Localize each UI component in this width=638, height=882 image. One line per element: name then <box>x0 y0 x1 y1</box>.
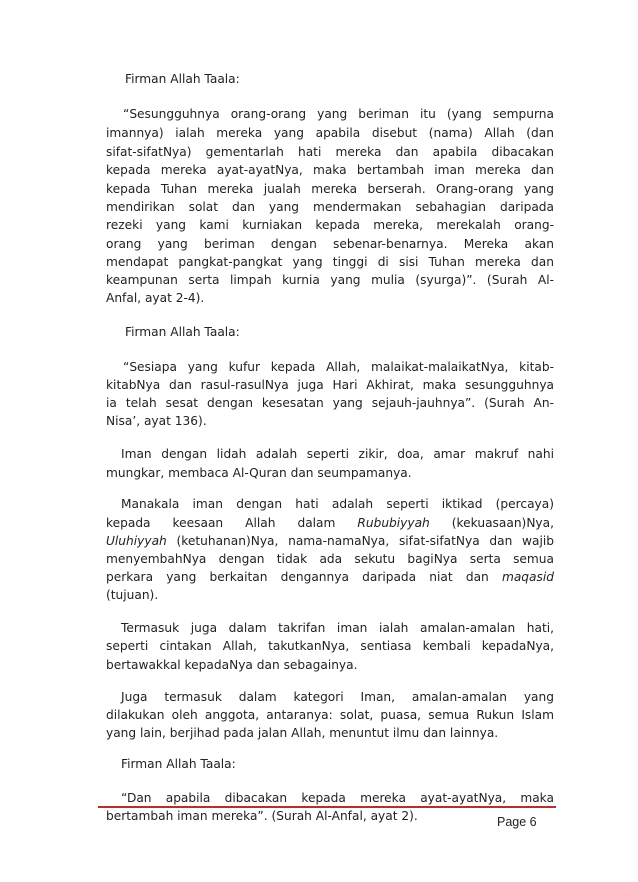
para-hati-line-3 <box>106 533 554 551</box>
verse1-line-2: imannya) ialah mereka yang apabila disebut (nama) Allah (dan <box>106 126 554 140</box>
verse2-line-1: “Sesiapa yang kufur kepada Allah, malaikat-malaikatNya, kitab- <box>123 360 554 374</box>
para-lidah-line-2: mungkar, membaca Al-Quran dan seumpamanya. <box>106 466 412 480</box>
verse1-line-4: kepada mereka ayat-ayatNya, maka bertambah iman mereka dan <box>106 163 554 177</box>
verse1-line-5: kepada Tuhan mereka jualah mereka berserah. Orang-orang yang <box>106 182 554 196</box>
verse1-line-9: mendapat pangkat-pangkat yang tinggi di sisi Tuhan mereka dan <box>106 255 554 269</box>
footer-rule <box>98 806 556 808</box>
para-hati-text: perkara yang berkaitan dengannya daripada niat dan <box>106 570 502 584</box>
para-hati-text: (kekuasaan)Nya, <box>429 516 554 530</box>
para-hati-line-6: (tujuan). <box>106 588 159 602</box>
para-hati-line-1: Manakala iman dengan hati adalah seperti iktikad (percaya) <box>121 497 554 511</box>
verse1-line-8: orang yang beriman dengan sebenar-benarnya. Mereka akan <box>106 237 554 251</box>
para-anggota-line-3: yang lain, berjihad pada jalan Allah, menuntut ilmu dan lainnya. <box>106 726 499 740</box>
para-takrifan-line-3: bertawakkal kepadaNya dan sebagainya. <box>106 658 358 672</box>
para-anggota-line-2: dilakukan oleh anggota, antaranya: solat, puasa, semua Rukun Islam <box>106 708 554 722</box>
term-uluhiyyah: Uluhiyyah <box>106 534 167 548</box>
term-maqasid: maqasid <box>501 570 554 584</box>
verse2-line-3: ia telah sesat dengan kesesatan yang sejauh-jauhnya”. (Surah An- <box>106 396 554 410</box>
verse1-line-10: keampunan serta limpah kurnia yang mulia (syurga)”. (Surah Al- <box>106 273 554 287</box>
firman-heading-3: Firman Allah Taala: <box>121 757 236 771</box>
verse1-line-3: sifat-sifatNya) gementarlah hati mereka dan apabila dibacakan <box>106 145 554 159</box>
verse3-line-2: bertambah iman mereka”. (Surah Al-Anfal, ayat 2). <box>106 809 418 823</box>
para-anggota-line-1: Juga termasuk dalam kategori Iman, amalan-amalan yang <box>121 690 554 704</box>
verse1-line-11: Anfal, ayat 2-4). <box>106 291 205 305</box>
verse3-line-1: “Dan apabila dibacakan kepada mereka ayat-ayatNya, maka <box>121 791 554 805</box>
para-hati-line-4: menyembahNya dengan tidak ada sekutu bagiNya serta semua <box>106 552 554 566</box>
para-lidah-line-1: Iman dengan lidah adalah seperti zikir, doa, amar makruf nahi <box>121 447 554 461</box>
para-hati-text: kepada keesaan Allah dalam <box>106 516 358 530</box>
verse1-line-1: “Sesungguhnya orang-orang yang beriman itu (yang sempurna <box>123 107 554 121</box>
verse2-line-4: Nisa’, ayat 136). <box>106 414 207 428</box>
firman-heading-1: Firman Allah Taala: <box>125 72 240 86</box>
para-hati-line-5 <box>106 569 554 587</box>
verse1-line-7: rezeki yang kami kurniakan kepada mereka, merekalah orang- <box>106 218 554 232</box>
term-rububiyyah: Rububiyyah <box>357 516 430 530</box>
verse1-line-6: mendirikan solat dan yang mendermakan sebahagian daripada <box>106 200 554 214</box>
para-hati-line-2 <box>106 515 554 533</box>
para-hati-text: (ketuhanan)Nya, nama-namaNya, sifat-sifatNya dan wajib <box>166 534 554 548</box>
firman-heading-2: Firman Allah Taala: <box>125 325 240 339</box>
para-takrifan-line-2: seperti cintakan Allah, takutkanNya, sentiasa kembali kepadaNya, <box>106 639 554 653</box>
verse2-line-2: kitabNya dan rasul-rasulNya juga Hari Akhirat, maka sesungguhnya <box>106 378 554 392</box>
page-number: Page 6 <box>497 815 537 829</box>
para-takrifan-line-1: Termasuk juga dalam takrifan iman ialah amalan-amalan hati, <box>121 621 554 635</box>
